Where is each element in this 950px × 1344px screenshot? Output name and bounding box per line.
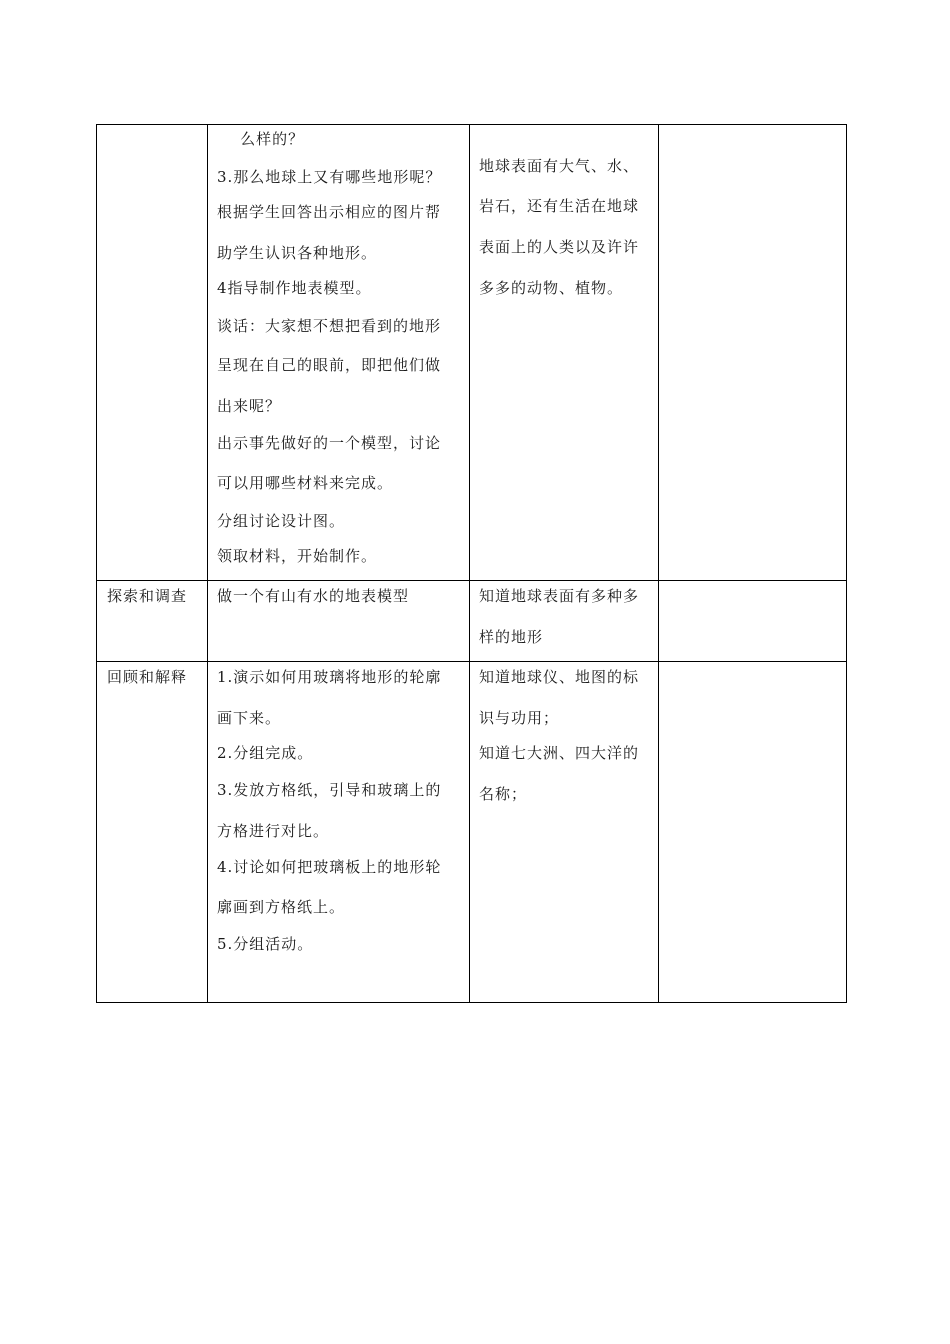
goals-cell bbox=[470, 662, 659, 1003]
activities-cell bbox=[208, 581, 470, 662]
activity-line: 可以用哪些材料来完成。 bbox=[217, 474, 394, 492]
activity-line: 出来呢？ bbox=[217, 397, 282, 415]
goals-cell bbox=[470, 125, 659, 581]
notes-cell bbox=[659, 581, 847, 662]
activities-cell bbox=[208, 125, 470, 581]
activity-line: 么样的？ bbox=[217, 130, 305, 148]
stage-cell bbox=[97, 581, 208, 662]
activity-line: 呈现在自己的眼前，即把他们做 bbox=[217, 356, 442, 374]
table-row bbox=[97, 662, 847, 1003]
activity-line: 2.分组完成。 bbox=[217, 744, 314, 762]
lesson-plan-table bbox=[96, 124, 847, 1003]
activity-line: 4指导制作地表模型。 bbox=[217, 279, 372, 297]
activity-line: 根据学生回答出示相应的图片帮 bbox=[217, 203, 442, 221]
goal-line: 表面上的人类以及许许 bbox=[479, 238, 640, 256]
activity-line: 画下来。 bbox=[217, 709, 282, 727]
stage-label: 回顾和解释 bbox=[107, 668, 188, 686]
activity-line: 出示事先做好的一个模型，讨论 bbox=[217, 434, 442, 452]
notes-cell bbox=[659, 662, 847, 1003]
table-row bbox=[97, 581, 847, 662]
stage-label: 探索和调查 bbox=[107, 587, 188, 605]
goal-line: 识与功用； bbox=[479, 709, 560, 727]
activity-line: 助学生认识各种地形。 bbox=[217, 244, 378, 262]
goal-line: 岩石，还有生活在地球 bbox=[479, 197, 640, 215]
stage-cell bbox=[97, 125, 208, 581]
activity-line: 廓画到方格纸上。 bbox=[217, 898, 346, 916]
activity-line: 方格进行对比。 bbox=[217, 822, 330, 840]
activity-line: 谈话：大家想不想把看到的地形 bbox=[217, 317, 442, 335]
goal-line: 知道地球仪、地图的标 bbox=[479, 668, 640, 686]
activity-line: 3.发放方格纸，引导和玻璃上的 bbox=[217, 781, 442, 799]
goal-line: 地球表面有大气、水、 bbox=[479, 157, 640, 175]
notes-cell bbox=[659, 125, 847, 581]
goal-line: 知道地球表面有多种多 bbox=[479, 587, 640, 605]
activities-cell bbox=[208, 662, 470, 1003]
activity-line: 分组讨论设计图。 bbox=[217, 512, 346, 530]
activity-line: 做一个有山有水的地表模型 bbox=[217, 587, 410, 605]
goal-line: 名称； bbox=[479, 785, 528, 803]
stage-cell bbox=[97, 662, 208, 1003]
goal-line: 样的地形 bbox=[479, 628, 544, 646]
goal-line: 知道七大洲、四大洋的 bbox=[479, 744, 640, 762]
activity-line: 领取材料，开始制作。 bbox=[217, 547, 378, 565]
goals-cell bbox=[470, 581, 659, 662]
activity-line: 5.分组活动。 bbox=[217, 935, 314, 953]
table-row bbox=[97, 125, 847, 581]
activity-line: 3.那么地球上又有哪些地形呢？ bbox=[217, 168, 442, 186]
goal-line: 多多的动物、植物。 bbox=[479, 279, 624, 297]
activity-line: 4.讨论如何把玻璃板上的地形轮 bbox=[217, 858, 442, 876]
activity-line: 1.演示如何用玻璃将地形的轮廓 bbox=[217, 668, 442, 686]
